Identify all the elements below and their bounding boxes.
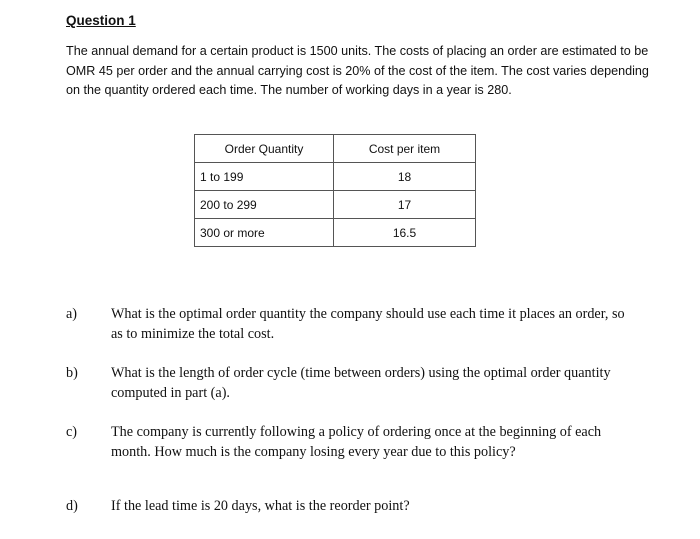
header-order-quantity: Order Quantity bbox=[195, 135, 334, 163]
cost-cell: 18 bbox=[334, 163, 476, 191]
part-label: c) bbox=[66, 424, 78, 440]
table-row bbox=[195, 163, 476, 191]
part-text: If the lead time is 20 days, what is the reorder point? bbox=[111, 498, 410, 514]
part-text: What is the optimal order quantity the company should use each time it places an order, so as to minimize the total cost. bbox=[111, 306, 625, 342]
question-title: Question 1 bbox=[66, 13, 136, 28]
order-quantity-cell: 1 to 199 bbox=[195, 163, 334, 191]
question-intro: The annual demand for a certain product is 1500 units. The costs of placing an order are estimated to be OMR 45 per order and the annual carrying cost is 20% of the cost of the item. The cost varies depending on the quantity ordered each time. The number of working days in a year is 280. bbox=[66, 44, 649, 97]
part-text: The company is currently following a policy of ordering once at the beginning of each month. How much is the company losing every year due to this policy? bbox=[111, 424, 602, 460]
part-label: b) bbox=[66, 365, 78, 381]
cost-cell: 16.5 bbox=[334, 219, 476, 247]
part-text: What is the length of order cycle (time between orders) using the optimal order quantity computed in part (a). bbox=[111, 365, 611, 401]
part-label: d) bbox=[66, 498, 78, 514]
order-quantity-cell: 200 to 299 bbox=[195, 191, 334, 219]
part-label: a) bbox=[66, 306, 78, 322]
header-cost-per-item: Cost per item bbox=[334, 135, 476, 163]
order-quantity-cell: 300 or more bbox=[195, 219, 334, 247]
table-header-row bbox=[195, 135, 476, 163]
cost-cell: 17 bbox=[334, 191, 476, 219]
price-table bbox=[194, 134, 476, 247]
table-row bbox=[195, 191, 476, 219]
table-row bbox=[195, 219, 476, 247]
